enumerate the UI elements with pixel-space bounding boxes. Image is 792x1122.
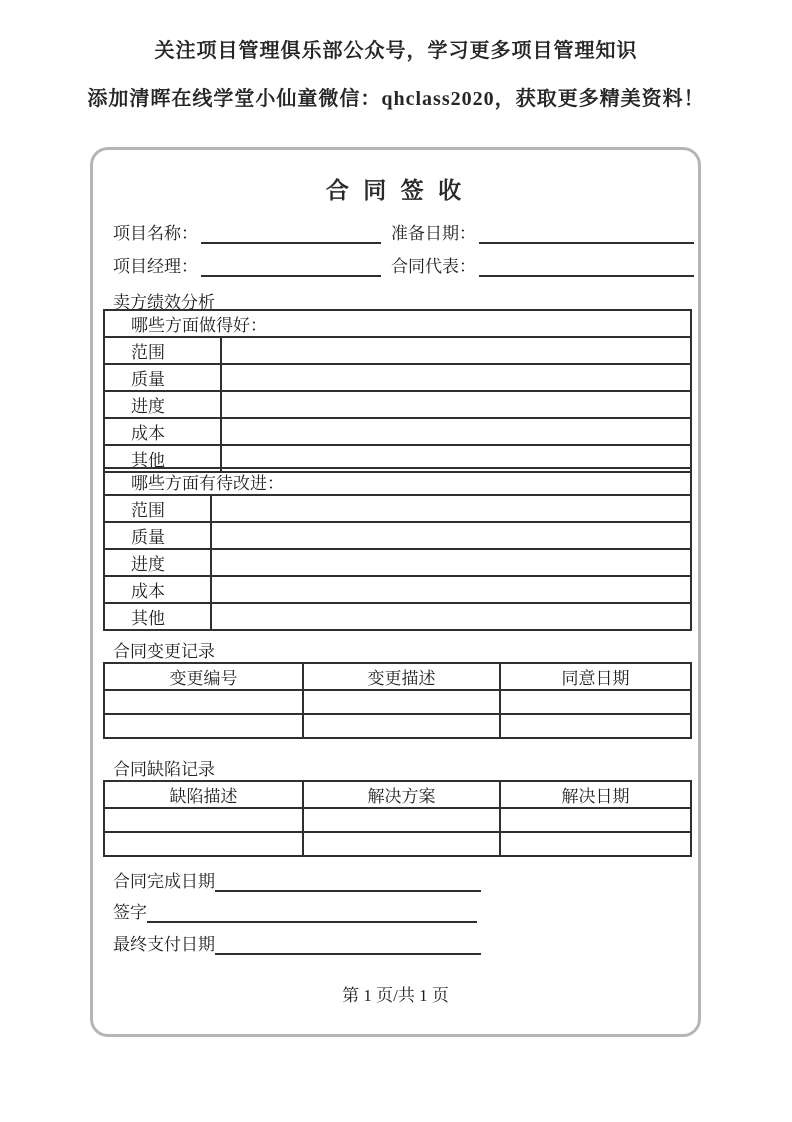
aspect-label-cell: 进度 [104,549,211,576]
aspect-value-cell [221,418,691,445]
completion-date-fill-line [215,870,481,892]
table-row [104,337,691,364]
agree-date-cell [500,690,691,714]
agree-date-header-cell: 同意日期 [500,663,691,690]
table-row [104,364,691,391]
table-row [104,808,691,832]
solution-cell [303,808,500,832]
defect-record-section-title: 合同缺陷记录 [113,760,215,779]
agree-date-cell [500,714,691,738]
final-payment-date-label: 最终支付日期 [113,935,215,954]
project-manager-fill-line [201,255,381,277]
page-indicator: 第 1 页/共 1 页 [342,986,449,1005]
aspect-label-cell: 范围 [104,495,211,522]
project-manager-label: 项目经理： [113,257,198,276]
seller-good-aspects-table [103,309,692,473]
contract-rep-fill-line [479,255,694,277]
change-desc-cell [303,690,500,714]
aspect-label-cell: 进度 [104,391,221,418]
aspect-label-cell: 成本 [104,418,221,445]
table-row [104,603,691,630]
project-name-fill-line [201,222,381,244]
aspect-value-cell [221,337,691,364]
form-card [90,147,701,1037]
solve-date-header-cell: 解决日期 [500,781,691,808]
table-row [104,495,691,522]
table-header-row [104,663,691,690]
change-id-cell [104,714,303,738]
signature-fill-line [147,901,477,923]
info-field-row-2 [113,251,694,277]
aspect-label-cell: 成本 [104,576,211,603]
change-id-cell [104,690,303,714]
aspect-value-cell [211,576,691,603]
aspect-value-cell [211,549,691,576]
defect-desc-cell [104,832,303,856]
final-payment-date-row [113,929,481,955]
table-header-row [104,468,691,495]
prep-date-label: 准备日期： [391,224,476,243]
change-id-header-cell: 变更编号 [104,663,303,690]
table-header-row [104,781,691,808]
change-record-table [103,662,692,739]
page-header-line1: 关注项目管理俱乐部公众号，学习更多项目管理知识 [154,40,638,62]
signature-label: 签字 [113,903,147,922]
change-record-section-title: 合同变更记录 [113,642,215,661]
improve-aspects-header-cell: 哪些方面有待改进： [104,468,691,495]
table-row [104,576,691,603]
solution-cell [303,832,500,856]
final-payment-date-fill-line [215,933,481,955]
info-field-row-1 [113,218,694,244]
change-desc-header-cell: 变更描述 [303,663,500,690]
form-title: 合 同 签 收 [325,177,466,203]
table-row [104,549,691,576]
aspect-value-cell [211,495,691,522]
aspect-value-cell [211,603,691,630]
aspect-label-cell: 其他 [104,445,221,472]
defect-desc-header-cell: 缺陷描述 [104,781,303,808]
aspect-label-cell: 质量 [104,364,221,391]
seller-improve-aspects-table [103,467,692,631]
prep-date-fill-line [479,222,694,244]
aspect-value-cell [221,391,691,418]
aspect-value-cell [221,364,691,391]
table-header-row [104,310,691,337]
table-row [104,832,691,856]
table-row [104,714,691,738]
solution-header-cell: 解决方案 [303,781,500,808]
good-aspects-header-cell: 哪些方面做得好： [104,310,691,337]
aspect-label-cell: 质量 [104,522,211,549]
table-row [104,690,691,714]
signature-row [113,897,477,923]
table-row [104,418,691,445]
aspect-label-cell: 其他 [104,603,211,630]
project-name-label: 项目名称： [113,224,198,243]
table-row [104,391,691,418]
table-row [104,522,691,549]
solve-date-cell [500,808,691,832]
page-header-line2: 添加清晖在线学堂小仙童微信：qhclass2020，获取更多精美资料！ [87,88,705,110]
solve-date-cell [500,832,691,856]
defect-desc-cell [104,808,303,832]
change-desc-cell [303,714,500,738]
completion-date-row [113,866,481,892]
seller-analysis-section-title: 卖方绩效分析 [113,293,215,312]
aspect-value-cell [211,522,691,549]
contract-rep-label: 合同代表： [391,257,476,276]
aspect-label-cell: 范围 [104,337,221,364]
completion-date-label: 合同完成日期 [113,872,215,891]
defect-record-table [103,780,692,857]
